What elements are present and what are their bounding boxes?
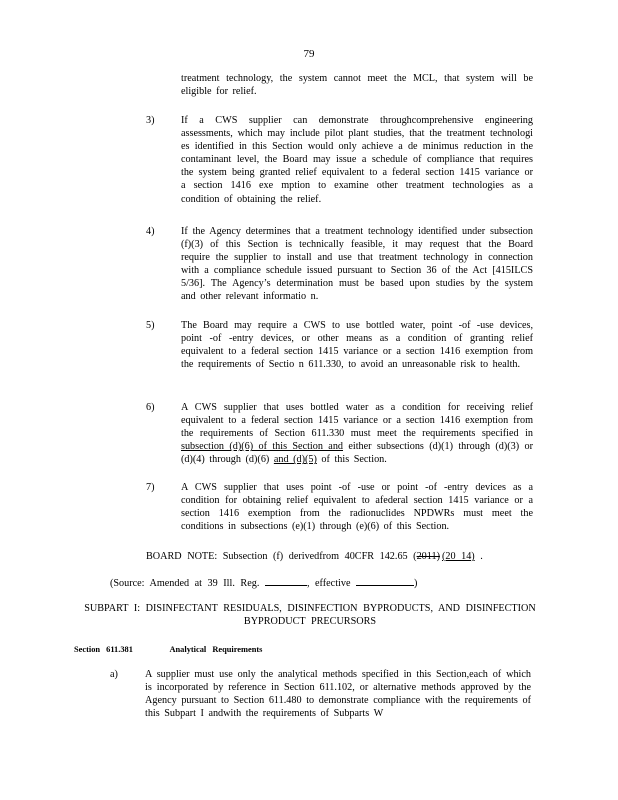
item-4-number: 4) [146, 226, 155, 237]
item-7-number: 7) [146, 482, 155, 493]
item-6-text [181, 401, 533, 466]
subpart-heading: SUBPART I: DISINFECTANT RESIDUALS, DISINFECTION BYPRODUCTS, AND DISINFECTION BYPRODUCT PRECURSORS [84, 603, 536, 628]
item-6-text-end: of this Section. [316, 454, 387, 466]
struck-year: 2011) [416, 551, 440, 562]
item-6-underlined-insertion-2: and (d)(5) [273, 454, 317, 466]
new-year: (20 14) [441, 551, 475, 562]
paragraph-a-label: a) [110, 669, 118, 680]
source-note: (Source: Amended at 39 Ill. Reg. , effective ) [110, 578, 418, 589]
register-page-blank [265, 576, 307, 586]
section-heading: Section 611.381 Analytical Requirements [74, 645, 263, 654]
item-5-text: The Board may require a CWS to use bottled water, point -of -use devices, point -of -entry devices, or other means as a condition of granting relief equivalent to a federal section 1415 variance or a section 1416 exemption from the requirements of Sectio n 611.330, to avoid an unreasonable risk to health. [181, 320, 533, 371]
item-5-number: 5) [146, 320, 155, 331]
item-6-text-start: A CWS supplier that uses bottled water as a condition for receiving relief equivalent to a federal section 1415 variance or a section 1416 exemption from the requirements of Section 611.330 must meet the requirements specified in [181, 402, 533, 440]
item-4-text: If the Agency determines that a treatment technology identified under subsection (f)(3) of this Section is technically feasible, it may request that the Board require the supplier to install and use that treatment technology in connection with a compliance schedule issued pursuant to Section 36 of the Act [415ILCS 5/36]. The Agency’s determination must be based upon studies by the system and other relevant informatio n. [181, 226, 533, 303]
board-note: BOARD NOTE: Subsection (f) derivedfrom 40CFR 142.65 (2011) (20 14) . [146, 551, 483, 562]
item-3-text: If a CWS supplier can demonstrate throughcomprehensive engineering assessments, which may include pilot plant studies, that the treatment technologi es identified in this Section would only achieve a de minimus reduction in the contaminant level, the Board may issue a schedule of compliance that requires the system being granted relief equivalent to a federal section 1415 variance or a section 1416 exe mption to examine other treatment technologies as a condition of obtaining the relief. [181, 115, 533, 205]
item-7-text: A CWS supplier that uses point -of -use or point -of -entry devices as a condition for obtaining relief equivalent to afederal section 1415 variance or a section 1416 exemption from the radionuclides NPDWRs must meet the conditions in subsections (e)(1) through (e)(6) of this Section. [181, 482, 533, 533]
item-6-text-middle: either subsections (d)(1) through (d)(3) or (d)(4) through (d)(6) [181, 441, 533, 466]
item-6-underlined-insertion-1: subsection (d)(6) of this Section and [181, 441, 344, 453]
intro-paragraph: treatment technology, the system cannot meet the MCL, that system will be eligible for relief. [181, 73, 533, 98]
item-3-number: 3) [146, 115, 155, 126]
page-number: 79 [303, 48, 315, 60]
effective-date-blank [356, 576, 414, 586]
paragraph-a-text: A supplier must use only the analytical methods specified in this Section,each of which is incorporated by reference in Section 611.102, or alternative methods approved by the Agency pursuant to Section 611.480 to demonstrate compliance with the requirements of this Subpart I andwith the requirements of Subparts W [145, 669, 531, 720]
item-6-number: 6) [146, 402, 155, 413]
